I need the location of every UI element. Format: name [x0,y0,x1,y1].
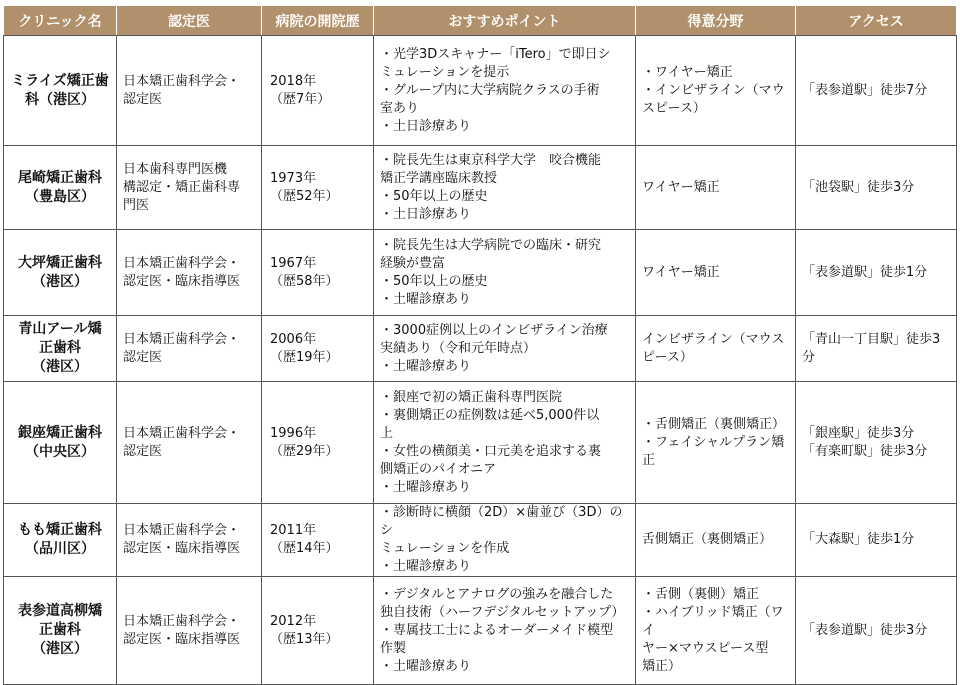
certification-cell: 日本矯正歯科学会・ 認定医 [117,382,262,504]
specialty-cell: ・舌側（裏側）矯正 ・ハイブリッド矯正（ワイ ヤー×マウスピース型 矯正） [636,577,796,685]
access-cell: 「池袋駅」徒歩3分 [796,146,957,230]
opening-year-cell: 1996年 （歴29年） [262,382,374,504]
certification-cell: 日本矯正歯科学会・ 認定医 [117,316,262,382]
opening-year-cell: 2011年 （歴14年） [262,504,374,577]
clinic-name-cell: 尾崎矯正歯科 （豊島区） [4,146,117,230]
points-cell: ・光学3Dスキャナー「iTero」で即日シ ミュレーションを提示 ・グループ内に大学病院クラスの手術 室あり ・土日診療あり [374,36,636,146]
clinic-name-cell: 銀座矯正歯科 （中央区） [4,382,117,504]
access-cell: 「表参道駅」徒歩3分 [796,577,957,685]
clinic-name-cell: もも矯正歯科 （品川区） [4,504,117,577]
table-row [4,577,957,685]
header-specialty: 得意分野 [636,6,796,36]
clinic-name-cell: ミライズ矯正歯 科（港区） [4,36,117,146]
points-cell: ・銀座で初の矯正歯科専門医院 ・裏側矯正の症例数は延べ5,000件以 上 ・女性の横顔美・口元美を追求する裏 側矯正のパイオニア ・土曜診療あり [374,382,636,504]
specialty-cell: ・ワイヤー矯正 ・インビザライン（マウ スピース） [636,36,796,146]
specialty-cell: 舌側矯正（裏側矯正） [636,504,796,577]
certification-cell: 日本矯正歯科学会・ 認定医・臨床指導医 [117,577,262,685]
access-cell: 「銀座駅」徒歩3分 「有楽町駅」徒歩3分 [796,382,957,504]
certification-cell: 日本歯科専門医機 構認定・矯正歯科専 門医 [117,146,262,230]
points-cell: ・診断時に横顔（2D）×歯並び（3D）のシ ミュレーションを作成 ・土曜診療あり [374,504,636,577]
header-opening-history: 病院の開院歴 [262,6,374,36]
certification-cell: 日本矯正歯科学会・ 認定医・臨床指導医 [117,504,262,577]
access-cell: 「大森駅」徒歩1分 [796,504,957,577]
table-row [4,316,957,382]
access-cell: 「表参道駅」徒歩7分 [796,36,957,146]
clinic-name-cell: 大坪矯正歯科 （港区） [4,230,117,316]
access-cell: 「表参道駅」徒歩1分 [796,230,957,316]
table-row [4,146,957,230]
header-recommended-points: おすすめポイント [374,6,636,36]
opening-year-cell: 2012年 （歴13年） [262,577,374,685]
table-row [4,382,957,504]
points-cell: ・院長先生は大学病院での臨床・研究 経験が豊富 ・50年以上の歴史 ・土曜診療あり [374,230,636,316]
opening-year-cell: 1973年 （歴52年） [262,146,374,230]
specialty-cell: ワイヤー矯正 [636,146,796,230]
clinic-comparison-table [3,5,957,685]
header-certification: 認定医 [117,6,262,36]
clinic-name-cell: 青山アール矯 正歯科 （港区） [4,316,117,382]
certification-cell: 日本矯正歯科学会・ 認定医・臨床指導医 [117,230,262,316]
header-clinic-name: クリニック名 [4,6,117,36]
table-row [4,36,957,146]
certification-cell: 日本矯正歯科学会・ 認定医 [117,36,262,146]
access-cell: 「青山一丁目駅」徒歩3 分 [796,316,957,382]
specialty-cell: インビザライン（マウス ピース） [636,316,796,382]
points-cell: ・デジタルとアナログの強みを融合した 独自技術（ハーフデジタルセットアップ） ・専属技工士によるオーダーメイド模型 作製 ・土曜診療あり [374,577,636,685]
opening-year-cell: 2018年 （歴7年） [262,36,374,146]
points-cell: ・院長先生は東京科学大学 咬合機能 矯正学講座臨床教授 ・50年以上の歴史 ・土日診療あり [374,146,636,230]
opening-year-cell: 2006年 （歴19年） [262,316,374,382]
header-row [4,6,957,36]
header-access: アクセス [796,6,957,36]
opening-year-cell: 1967年 （歴58年） [262,230,374,316]
specialty-cell: ワイヤー矯正 [636,230,796,316]
table-row [4,230,957,316]
points-cell: ・3000症例以上のインビザライン治療 実績あり（令和元年時点） ・土曜診療あり [374,316,636,382]
table-row [4,504,957,577]
specialty-cell: ・舌側矯正（裏側矯正） ・フェイシャルプラン矯 正 [636,382,796,504]
clinic-name-cell: 表参道高柳矯 正歯科 （港区） [4,577,117,685]
